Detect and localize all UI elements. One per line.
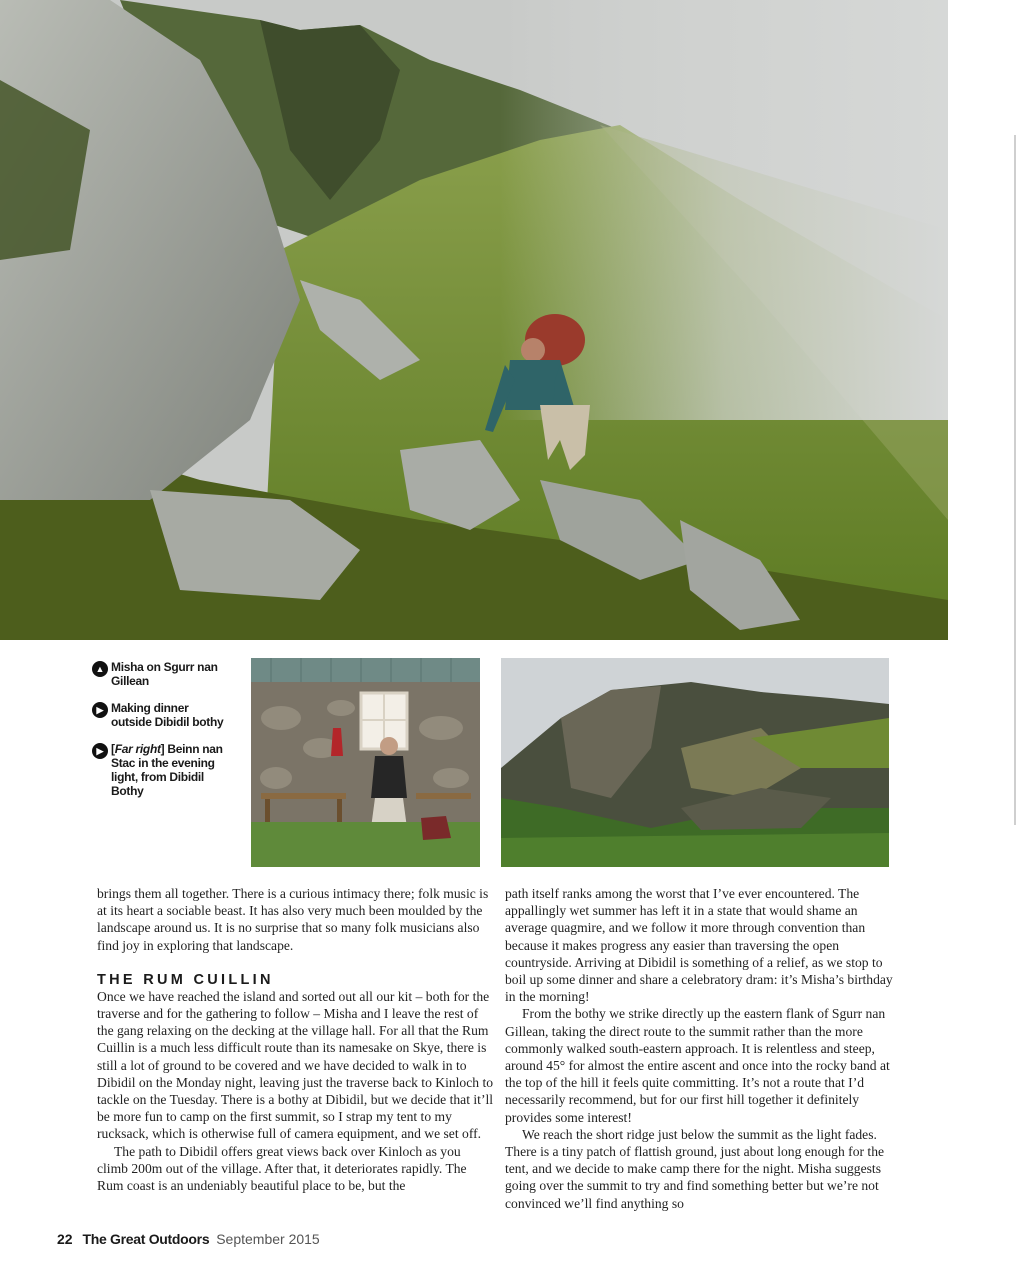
page-footer [57, 1231, 320, 1247]
paragraph: We reach the short ridge just below the summit as the light fades. There is a tiny patch of flattish ground, just about long enough for the tent, and we decide to make camp there for the night. Misha suggests going over the summit to try and find something better but we’re not convinced we’ll find anything so [505, 1126, 885, 1211]
photo-captions [92, 660, 232, 811]
article-column-2 [505, 885, 900, 1212]
article-column-1 [97, 885, 495, 1194]
paragraph: Once we have reached the island and sorted out all our kit – both for the traverse and for the gathering to follow – Misha and I leave the rest of the gang relaxing on the decking at the village hall. For all that the Rum Cuillin is a much less difficult route than its namesake on Skye, there is still a lot of ground to be covered and we have decided to walk in to Dibidil on the Monday night, leaving just the traverse back to Kinloch to tackle on the Tuesday. There is a bothy at Dibidil, but we decide that it’ll be more fun to camp on the first summit, so I strap my tent to my rucksack, which is otherwise full of camera equipment, and we set off. [97, 988, 494, 1142]
photo-beinn-nan-stac [501, 658, 889, 867]
section-heading: THE RUM CUILLIN [97, 971, 274, 988]
magazine-name: The Great Outdoors [82, 1231, 210, 1247]
caption-text: Beinn nan Stac in the evening light, from Dibidil Bothy [111, 742, 223, 798]
issue-date: September 2015 [216, 1231, 320, 1247]
paragraph: The path to Dibidil offers great views back over Kinloch as you climb 200m out of the village. After that, it deteriorates rapidly. The Rum coast is an undeniably beautiful place to be, but the [97, 1143, 467, 1194]
caption-dinner: ▶ Making dinner outside Dibidil bothy [92, 701, 232, 729]
hero-photo-misha-climbing [0, 0, 948, 640]
arrow-right-icon: ▶ [92, 743, 108, 759]
arrow-right-icon: ▶ [92, 702, 108, 718]
paragraph: From the bothy we strike directly up the eastern flank of Sgurr nan Gillean, taking the direct route to the summit rather than the more commonly walked south-eastern approach. It is relentless and steep, around 45° for almost the entire ascent and once into the rocky band at the top of the hill it feels quite committing. It’s not a route that I’d necessarily recommend, but for our first hill together it definitely provides some interest! [505, 1006, 890, 1125]
arrow-up-icon: ▲ [92, 661, 108, 677]
caption-prefix: Far right [114, 742, 161, 756]
photo-dibidil-bothy [251, 658, 480, 867]
caption-misha: ▲ Misha on Sgurr nan Gillean [92, 660, 232, 688]
caption-beinn-nan-stac: ▶ [Far right] Beinn nan Stac in the evening light, from Dibidil Bothy [92, 742, 232, 798]
page-number: 22 [57, 1231, 73, 1247]
page-edge-rule [1014, 135, 1016, 825]
paragraph: path itself ranks among the worst that I’ve ever encountered. The appallingly wet summer has left it in a state that would shame an average quagmire, and we follow it more through convention than because it makes progress any easier than traversing the open countryside. Arriving at Dibidil is something of a relief, as we stop to boil up some dinner and share a celebratory dram: it’s Misha’s birthday in the morning! [505, 886, 893, 1005]
paragraph: brings them all together. There is a curious intimacy there; folk music is at its heart a sociable beast. It has also very much been moulded by the landscape around us. It is no surprise that so many folk musicians also find joy in exploring that landscape. [97, 886, 489, 953]
